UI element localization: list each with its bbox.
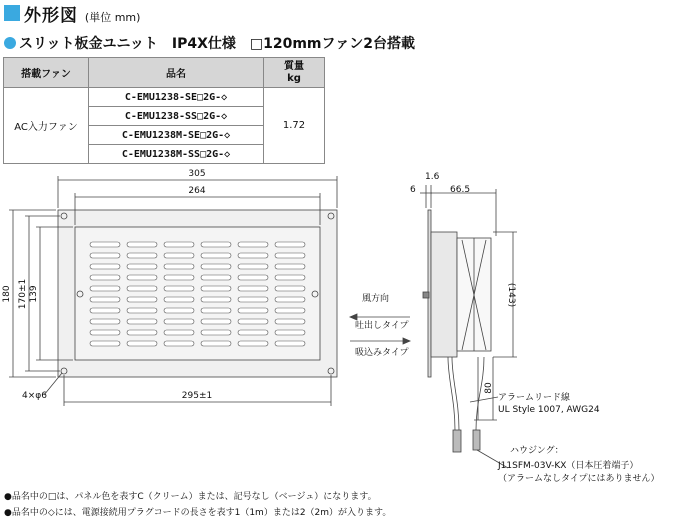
slit (201, 286, 231, 291)
slit (127, 264, 157, 269)
slit (275, 253, 305, 258)
side-body (431, 232, 457, 357)
subtitle: スリット板金ユニット IP4X仕様 □120mmファン2台搭載 (4, 33, 415, 53)
intake-label: 吸込みタイプ (355, 348, 409, 358)
slit (90, 275, 120, 280)
slit (90, 341, 120, 346)
slit (238, 308, 268, 313)
slit (90, 286, 120, 291)
dim-width-inner: 264 (188, 186, 206, 196)
slit (275, 297, 305, 302)
dim-height-side: (143) (506, 282, 516, 308)
slit (201, 297, 231, 302)
housing-spec: J11SFM-03V-KX（日本圧着端子） (498, 461, 639, 471)
slit (127, 330, 157, 335)
model-cell: C-EMU1238-SS□2G-◇ (89, 107, 264, 126)
plug-connector (453, 430, 461, 452)
slit (164, 341, 194, 346)
slit (238, 319, 268, 324)
slit (201, 330, 231, 335)
housing-connector (473, 430, 480, 450)
slit (275, 308, 305, 313)
slit (238, 253, 268, 258)
slit (238, 264, 268, 269)
slit (90, 264, 120, 269)
slit (275, 341, 305, 346)
slit (201, 319, 231, 324)
page-title: 外形図 (単位 mm) (24, 6, 141, 26)
slit (164, 242, 194, 247)
hole-spec: 4×φ6 (22, 391, 47, 401)
slit (90, 242, 120, 247)
mass-cell: 1.72 (264, 88, 325, 164)
slit (275, 275, 305, 280)
slit (164, 264, 194, 269)
unit-label: (単位 mm) (84, 11, 141, 24)
slit (164, 253, 194, 258)
slit (90, 330, 120, 335)
col-model: 品名 (89, 58, 264, 88)
slit (90, 308, 120, 313)
lead-wire-spec: UL Style 1007, AWG24 (498, 405, 600, 415)
slit (90, 253, 120, 258)
slit (164, 297, 194, 302)
slit (127, 319, 157, 324)
slit (127, 308, 157, 313)
slit (127, 253, 157, 258)
slit (201, 264, 231, 269)
slit (275, 286, 305, 291)
lead-wire-title: アラームリード線 (498, 393, 571, 403)
side-screw (423, 292, 429, 298)
slit (238, 330, 268, 335)
airflow-label: 風方向 (362, 294, 390, 304)
dim-height-inner: 139 (29, 285, 39, 303)
housing-title: ハウジング： (510, 446, 564, 456)
slit (201, 253, 231, 258)
slit (90, 297, 120, 302)
slit (201, 341, 231, 346)
housing-note: （アラームなしタイプにはありません） (498, 474, 660, 484)
model-cell: C-EMU1238M-SE□2G-◇ (89, 126, 264, 145)
slit (90, 319, 120, 324)
slit (275, 330, 305, 335)
col-mass: 質量 kg (264, 58, 325, 88)
slit (238, 341, 268, 346)
slit (127, 297, 157, 302)
slit (164, 286, 194, 291)
slit (164, 330, 194, 335)
slit (201, 275, 231, 280)
slit (275, 319, 305, 324)
slit (164, 308, 194, 313)
slit (275, 264, 305, 269)
model-cell: C-EMU1238M-SS□2G-◇ (89, 145, 264, 164)
dim-hole-pitch: 295±1 (181, 391, 213, 401)
slit (127, 275, 157, 280)
dim-lead: 80 (484, 382, 494, 394)
model-cell: C-EMU1238-SE□2G-◇ (89, 88, 264, 107)
slit (275, 242, 305, 247)
slit (238, 286, 268, 291)
dim-depth: 66.5 (450, 185, 471, 195)
slit (201, 242, 231, 247)
dim-flange: 6 (410, 185, 416, 195)
slit (127, 242, 157, 247)
exhaust-label: 吐出しタイプ (355, 321, 409, 331)
slit (164, 319, 194, 324)
slit (201, 308, 231, 313)
dim-width-outer: 305 (188, 169, 206, 179)
fan-cell: AC入力ファン (4, 88, 89, 164)
slit (127, 341, 157, 346)
slit (238, 275, 268, 280)
slit (127, 286, 157, 291)
dim-thickness: 1.6 (425, 172, 440, 182)
slit (238, 242, 268, 247)
slit (164, 275, 194, 280)
dim-height-mid: 170±1 (18, 278, 28, 310)
col-fan: 搭載ファン (4, 58, 89, 88)
dim-height-outer: 180 (2, 285, 12, 303)
note-color: ●品名中の□は、パネル色を表すC（クリーム）または、記号なし（ベージュ）になります。 (4, 492, 377, 502)
slit (238, 297, 268, 302)
note-cord: ●品名中の◇には、電源接続用プラグコードの長さを表す1（1m）または2（2m）が入ります。 (4, 508, 392, 518)
